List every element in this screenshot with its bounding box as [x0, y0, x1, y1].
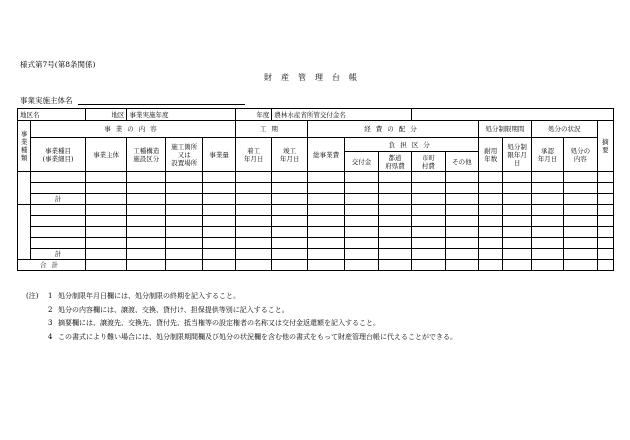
- year-label[interactable]: 事業実施年度: [127, 109, 235, 121]
- header-jigyo-shutai: 事業主体: [85, 138, 127, 172]
- data-row[interactable]: [18, 183, 614, 194]
- grant-name-field[interactable]: [412, 109, 614, 121]
- header-jigyo-shubetsu: 事業種類: [18, 121, 31, 172]
- header-todofuken: 都道 府県費: [378, 152, 411, 172]
- header-sonota: その他: [445, 152, 478, 172]
- header-kofukin: 交付金: [345, 152, 378, 172]
- header-shobun-seigen: 処分制限期間: [479, 121, 532, 138]
- header-kouki: 工期: [235, 121, 307, 138]
- header-futan-kubun: 負担区分: [345, 138, 479, 152]
- header-shunko: 竣工 年月日: [272, 138, 307, 172]
- data-row[interactable]: [18, 238, 614, 249]
- document-title: 財産管理台帳: [264, 73, 366, 82]
- notes-section: [26, 290, 457, 344]
- data-row[interactable]: [18, 227, 614, 238]
- data-row[interactable]: [18, 172, 614, 183]
- total-label: 合計: [18, 260, 86, 271]
- header-chakko: 着工 年月日: [235, 138, 271, 172]
- region-suffix: 地区: [85, 109, 127, 121]
- region-label[interactable]: 地区名: [18, 109, 86, 121]
- header-jigyo-saimoku: 事業種目 (事業細目): [31, 138, 86, 172]
- info-row: [18, 109, 614, 121]
- header-jigyo-naiyo: 事業の内容: [31, 121, 236, 138]
- header-shonin-nengappi: 承認 年月日: [531, 138, 563, 172]
- note-item: 3 摘要欄には、譲渡先、交換先、貸付先、抵当権等の設定権者の名称又は交付金返還額を記入すること。: [48, 319, 380, 327]
- recipient-name-line[interactable]: [78, 104, 245, 105]
- subtotal-row[interactable]: [18, 194, 614, 205]
- header-tekiyo: 摘要: [597, 121, 613, 172]
- year-suffix: 年度: [235, 109, 271, 121]
- header-keihi-haibun: 経費の配分: [307, 121, 478, 138]
- grant-name-label[interactable]: 農林水産省所管交付金名: [272, 109, 412, 121]
- subtotal-label: 計: [31, 194, 86, 205]
- header-shobun-jokyo: 処分の状況: [531, 121, 597, 138]
- header-so-jigyohi: 総事業費: [307, 138, 345, 172]
- header-taiyo-nensu: 耐用 年数: [479, 138, 503, 172]
- header-seko-basho: 施工箇所 又は 設置場所: [165, 138, 203, 172]
- data-row[interactable]: [18, 216, 614, 227]
- header-row-1: [18, 121, 614, 138]
- header-shichoson: 市町 村費: [412, 152, 445, 172]
- header-jigyo-ryo: 事業量: [203, 138, 235, 172]
- subtotal-label: 計: [31, 249, 86, 260]
- notes-prefix: (注): [26, 292, 39, 300]
- recipient-label: 事業実施主体名: [20, 96, 73, 105]
- form-number: 様式第7号(第8条関係): [20, 60, 96, 69]
- total-row[interactable]: [18, 260, 614, 271]
- note-item: 2 処分の内容欄には、譲渡、交換、貸付け、担保提供等別に記入すること。: [48, 305, 289, 314]
- note-item: 4 この書式により難い場合には、処分制限期間欄及び処分の状況欄を含む他の書式をもって財産管理台帳に代えることができる。: [48, 332, 457, 341]
- header-kosaku-kubun: 工種構造 施設区分: [127, 138, 166, 172]
- note-item: (注) 1 処分制限年月日欄には、処分制限の終期を記入すること。: [26, 290, 457, 304]
- property-ledger-table: [17, 108, 614, 271]
- header-shobun-naiyo: 処分の 内容: [564, 138, 597, 172]
- header-seigen-nengappi: 処分制 限年月 日: [503, 138, 531, 172]
- data-row[interactable]: [18, 205, 614, 216]
- subtotal-row[interactable]: [18, 249, 614, 260]
- header-row-2: [18, 138, 614, 152]
